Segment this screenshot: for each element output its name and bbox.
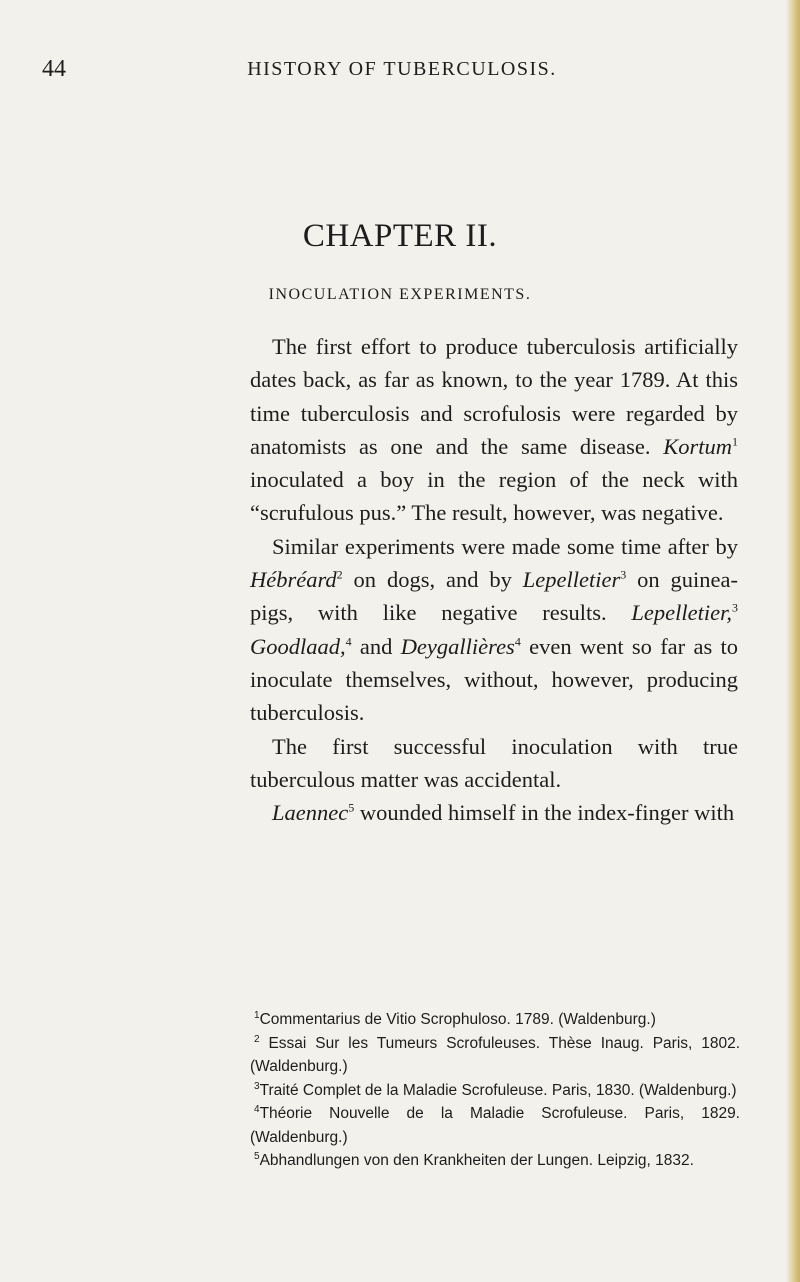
- footnote-mark: 2: [254, 1033, 260, 1045]
- footnote-ref: 4: [514, 634, 521, 649]
- footnote-ref: 2: [336, 567, 343, 582]
- author-name: Deygallières: [400, 633, 515, 659]
- footnote: $^5$Abhandlungen von den Krankheiten der Lungen. Leipzig, 1832.: [254, 1150, 694, 1169]
- footnotes: [250, 1008, 740, 1173]
- running-head: [42, 56, 742, 84]
- footnote-ref: 3: [732, 600, 738, 615]
- footnote-ref: 5: [348, 800, 355, 815]
- footnote-mark: 4: [254, 1103, 260, 1115]
- page-number: 44: [42, 56, 66, 82]
- author-name: Kortum: [663, 433, 732, 459]
- chapter-title: CHAPTER II.: [302, 218, 498, 254]
- footnote-ref: 3: [620, 567, 627, 582]
- paragraph: Similar experiments were made some time after by Hébréard$^2$ on dogs, and by Lepelletier$^3$ on guinea-pigs, with like negative results. Lepelletier,$^3$ Goodlaad,$^4$ and Deygallières$^4$ even went so far as to inoculate themselves, without, however, producing tuberculosis.: [250, 533, 738, 726]
- footnote-ref: 4: [345, 634, 352, 649]
- body-text: [250, 330, 738, 829]
- footnote-ref: 1: [732, 434, 738, 449]
- author-name: Goodlaad,: [250, 633, 346, 659]
- author-name: Lepelletier: [522, 567, 621, 593]
- section-title: INOCULATION EXPERIMENTS.: [268, 286, 532, 303]
- author-name: Lepelletier,: [631, 600, 732, 626]
- running-title: HISTORY OF TUBERCULOSIS.: [247, 58, 557, 80]
- paragraph: The first effort to produce tuberculosis artificially dates back, as far as known, to the year 1789. At this time tuberculosis and scrofulosis were regarded by anatomists as one and the same disease. Kortum$^1$ inoculated a boy in the region of the neck with “scrufulous pus.” The result, however, was negative.: [250, 334, 738, 526]
- author-name: Hébréard: [250, 567, 337, 593]
- footnote: $^1$Commentarius de Vitio Scrophuloso. 1789. (Waldenburg.): [254, 1009, 656, 1028]
- footnote-mark: 5: [254, 1150, 260, 1162]
- paragraph: Laennec$^5$ wounded himself in the index-finger with: [272, 800, 735, 826]
- footnote: $^2$ Essai Sur les Tumeurs Scrofuleuses. Thèse Inaug. Paris, 1802. (Waldenburg.): [250, 1033, 740, 1075]
- footnote: $^3$Traité Complet de la Maladie Scrofuleuse. Paris, 1830. (Waldenburg.): [254, 1080, 737, 1099]
- footnote-mark: 3: [254, 1080, 260, 1092]
- paragraph: The first successful inoculation with true tuberculous matter was accidental.: [250, 733, 738, 792]
- author-name: Laennec: [272, 800, 349, 826]
- footnote: $^4$Théorie Nouvelle de la Maladie Scrofuleuse. Paris, 1829. (Waldenburg.): [250, 1103, 740, 1146]
- footnote-mark: 1: [254, 1009, 260, 1021]
